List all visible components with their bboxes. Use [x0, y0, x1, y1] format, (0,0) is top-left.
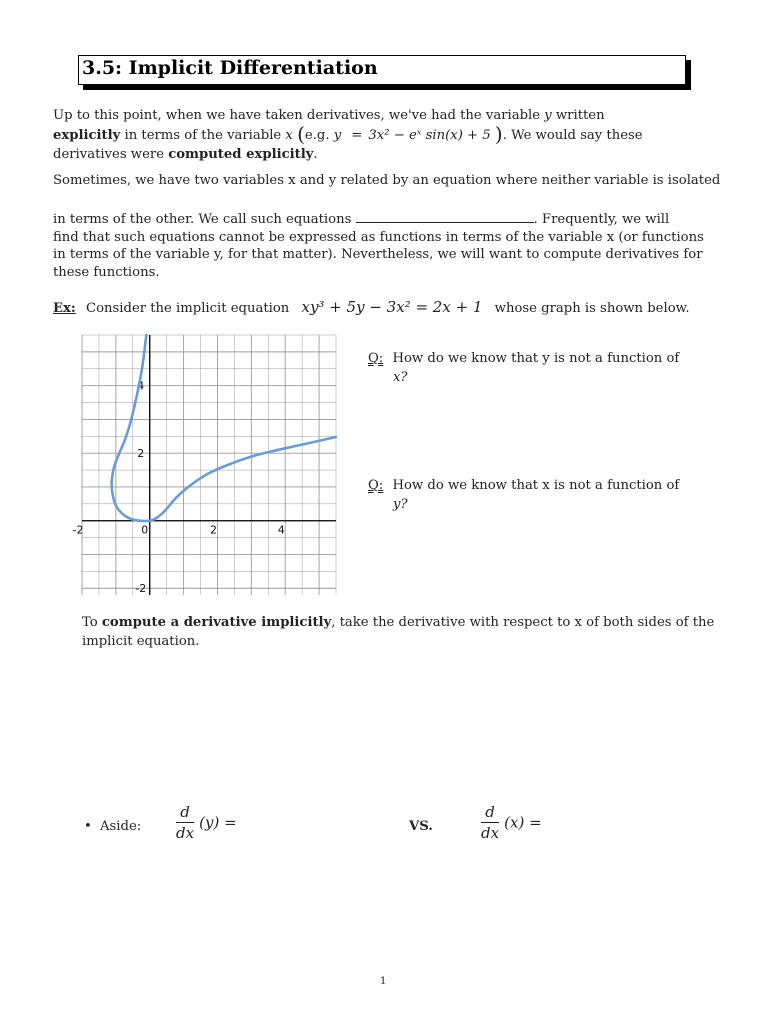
- close-paren: ): [494, 122, 503, 146]
- para2-line-5: these functions.: [53, 265, 160, 280]
- derivative-x-expression: (x) =: [504, 813, 542, 832]
- para2-line-1: Sometimes, we have two variables x and y related by an equation where neither variable is isolated: [53, 173, 721, 188]
- question-1: [368, 350, 679, 367]
- example-text-after: whose graph is shown below.: [494, 301, 690, 316]
- eg-text: e.g.: [304, 128, 334, 143]
- graph-grid: [82, 335, 336, 595]
- question-2-text: How do we know that x is not a function of: [392, 478, 680, 493]
- intro-line-3: [53, 146, 318, 163]
- derivative-x: [481, 803, 542, 842]
- y-tick-label: -2: [135, 582, 147, 596]
- term-computed-explicitly: computed explicitly: [168, 147, 314, 162]
- intro-text-end: written: [551, 108, 605, 123]
- intro-line-1: [53, 107, 605, 124]
- para2-text: in terms of the other. We call such equations: [53, 212, 356, 227]
- var-y: y: [544, 108, 552, 123]
- var-x: x: [285, 128, 293, 143]
- x-tick-label: 4: [277, 523, 285, 537]
- para2-line-4: in terms of the variable y, for that matter). Nevertheless, we will want to compute derivatives for: [53, 247, 703, 262]
- intro-text-end: . We would say these: [502, 128, 643, 143]
- d-dx-fraction: [176, 803, 194, 842]
- question-label: Q:: [368, 478, 384, 493]
- example-text: Consider the implicit equation: [86, 301, 290, 316]
- page-number: 1: [380, 976, 387, 987]
- example-label: Ex:: [53, 301, 76, 316]
- fraction-denominator: dx: [481, 824, 500, 842]
- x-tick-label: 0: [141, 523, 149, 537]
- implicit-equation: xy³ + 5y − 3x² = 2x + 1: [301, 298, 483, 316]
- compute-text: To: [82, 615, 102, 630]
- para2-text: . Frequently, we will: [533, 212, 670, 227]
- equals-sign: =: [351, 128, 363, 143]
- graph-tick-labels: [73, 380, 285, 596]
- fraction-numerator: d: [176, 803, 194, 823]
- para2-line-3: find that such equations cannot be expressed as functions in terms of the variable x (or functions: [53, 230, 704, 245]
- para2-line-2: [53, 210, 669, 228]
- intro-text: in terms of the variable: [120, 128, 286, 143]
- title-box: [78, 55, 686, 85]
- period: .: [313, 147, 318, 162]
- derivative-y: [176, 803, 237, 842]
- intro-text: Up to this point, when we have taken derivatives, we've had the variable: [53, 108, 545, 123]
- d-dx-fraction: [481, 803, 499, 842]
- y-tick-label: 2: [137, 447, 145, 461]
- page-title: 3.5: Implicit Differentiation: [82, 57, 378, 79]
- x-tick-label: -2: [72, 523, 84, 537]
- question-label: Q:: [368, 351, 384, 366]
- question-1-line-2: x?: [393, 370, 408, 385]
- vs-label: VS.: [409, 819, 433, 834]
- question-2: [368, 477, 679, 494]
- compute-term: compute a derivative implicitly: [101, 615, 332, 630]
- compute-line-1: [82, 614, 714, 631]
- eg-var-y: y: [333, 128, 342, 143]
- aside-label: Aside:: [100, 819, 142, 834]
- implicit-curve-graph: [72, 335, 336, 596]
- question-2-line-2: y?: [393, 497, 408, 512]
- compute-line-2: implicit equation.: [82, 634, 200, 649]
- aside-bullet: •: [84, 819, 92, 834]
- x-tick-label: 2: [209, 523, 217, 537]
- intro-text: derivatives were: [53, 147, 169, 162]
- compute-text: , take the derivative with respect to x of both sides of the: [331, 615, 715, 630]
- example-line: [53, 299, 690, 317]
- graph-axes: [82, 335, 336, 595]
- y-tick-label: 4: [137, 379, 145, 393]
- derivative-y-expression: (y) =: [199, 813, 237, 832]
- example-expression: 3x² − eˣ sin(x) + 5: [368, 128, 491, 143]
- intro-line-2: [53, 122, 643, 146]
- question-1-text: How do we know that y is not a function of: [392, 351, 680, 366]
- fraction-denominator: dx: [176, 824, 195, 842]
- fill-in-blank[interactable]: [356, 210, 534, 223]
- open-paren: (: [297, 122, 305, 146]
- term-explicitly: explicitly: [53, 128, 121, 143]
- fraction-numerator: d: [481, 803, 499, 823]
